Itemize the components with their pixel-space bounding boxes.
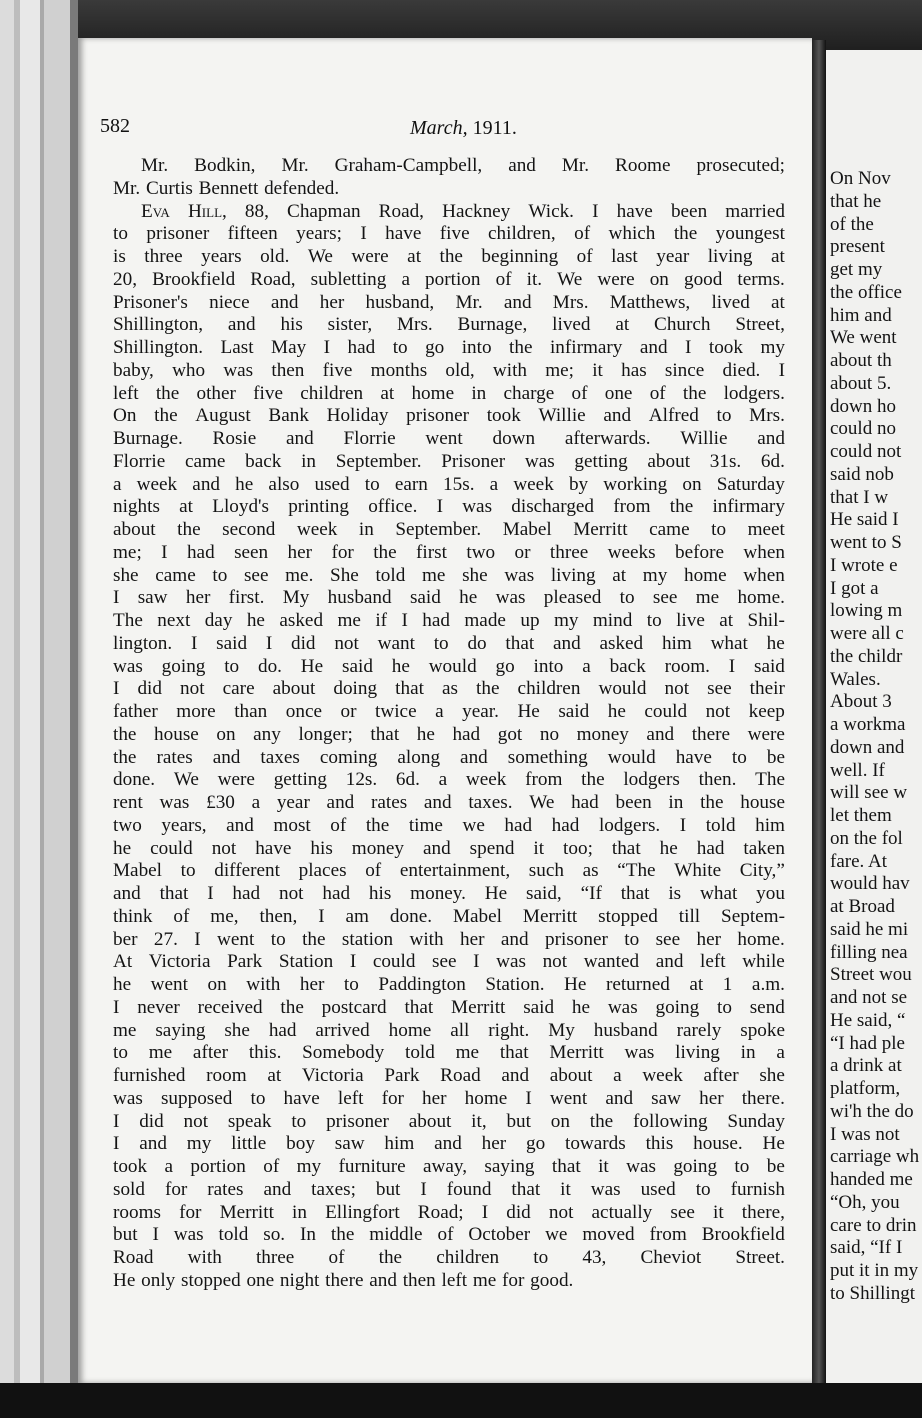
text-line: to me after this. Somebody told me that Merritt was living in a: [113, 1042, 785, 1064]
text-line: he went on with her to Paddington Station. He returned at 1 a.m.: [113, 974, 785, 995]
text-line: done. We were getting 12s. 6d. a week from the lodgers then. The: [113, 769, 785, 791]
text-line: he could not have his money and spend it too; that he had taken: [113, 837, 785, 859]
right-page-line: He said I: [830, 509, 899, 531]
text-line: Shillington, and his sister, Mrs. Burnage, lived at Church Street,: [113, 314, 785, 336]
text-line: Mr. Bodkin, Mr. Graham-Campbell, and Mr. Roome prosecuted;: [141, 155, 785, 176]
right-page-line: handed me: [830, 1169, 913, 1190]
right-page-line: “Oh, you: [830, 1191, 900, 1213]
right-page-line: I was not: [830, 1123, 900, 1145]
right-page-line: would hav: [830, 873, 910, 895]
text-line: but I was told so. In the middle of October we moved from Brookfield: [113, 1224, 785, 1246]
text-line: 20, Brookfield Road, subletting a portion of it. We were on good terms.: [113, 268, 785, 290]
text-line: to prisoner fifteen years; I have five children, of which the youngest: [113, 223, 785, 245]
running-head: [410, 117, 517, 140]
right-page-line: On Nov: [830, 168, 891, 189]
text-line: a week and he also used to earn 15s. a week by working on Saturday: [113, 473, 785, 495]
text-line: The next day he asked me if I had made up my mind to live at Shil-: [113, 610, 785, 631]
right-page-line: were all c: [830, 623, 904, 644]
right-page-line: him and: [830, 304, 892, 326]
text-line: think of me, then, I am done. Mabel Merritt stopped till Septem-: [113, 905, 785, 927]
right-page: [826, 50, 922, 1390]
text-line: He only stopped one night there and then left me for good.: [113, 1269, 574, 1291]
running-head-month: March,: [410, 117, 468, 139]
text-line: I saw her first. My husband said he was pleased to see me home.: [113, 587, 785, 609]
right-page-line: said he mi: [830, 918, 909, 940]
right-page-line: went to S: [830, 532, 902, 553]
right-page-line: put it in my: [830, 1260, 919, 1281]
right-page-line: that I w: [830, 486, 889, 508]
text-line: lington. I said I did not want to do that and asked him what he: [113, 632, 785, 654]
text-line: the house on any longer; that he had got no money and there were: [113, 723, 785, 745]
right-page-line: the office: [830, 281, 902, 303]
scan-background-bottom: [0, 1383, 922, 1418]
text-line: about the second week in September. Mabel Merritt came to meet: [113, 519, 785, 540]
right-page-line: could not: [830, 441, 902, 462]
page-header: [100, 115, 790, 145]
body-text: [113, 155, 785, 1293]
right-page-line: said nob: [830, 463, 894, 485]
text-line: Mabel to different places of entertainment, such as “The White City,”: [113, 860, 785, 882]
text-line: I did not care about doing that as the children would not see their: [113, 678, 785, 700]
text-line: Florrie came back in September. Prisoner was getting about 31s. 6d.: [113, 450, 785, 472]
right-page-line: to Shillingt: [830, 1282, 915, 1304]
right-page-line: I wrote e: [830, 554, 898, 576]
text-line: sold for rates and taxes; but I found that it was used to furnish: [113, 1178, 785, 1200]
text-line: was going to do. He said he would go into a back room. I said: [113, 655, 785, 677]
right-page-line: the childr: [830, 645, 903, 667]
right-page-line: About 3: [830, 691, 892, 713]
text-line: left the other five children at home in charge of one of the lodgers.: [113, 382, 785, 404]
text-line: On the August Bank Holiday prisoner took Willie and Alfred to Mrs.: [113, 405, 785, 427]
right-page-line: a workma: [830, 714, 906, 735]
right-page-line: carriage wh: [830, 1146, 920, 1168]
text-line: took a portion of my furniture away, saying that it was going to be: [113, 1156, 785, 1177]
right-page-line: lowing m: [830, 600, 903, 622]
text-line: rooms for Merritt in Ellingfort Road; I did not actually see it there,: [113, 1201, 785, 1223]
right-page-line: present: [830, 236, 885, 258]
text-line: baby, who was then five months old, with me; it has since died. I: [113, 359, 785, 381]
right-page-line: “I had ple: [830, 1032, 905, 1054]
text-line: me saying she had arrived home all right. My husband rarely spoke: [113, 1019, 785, 1041]
text-line: Burnage. Rosie and Florrie went down afterwards. Willie and: [113, 428, 785, 449]
right-page-line: said, “If I: [830, 1237, 903, 1259]
text-line: Road with three of the children to 43, Cheviot Street.: [113, 1247, 785, 1268]
right-page-line: will see w: [830, 782, 908, 804]
right-page-line: a drink at: [830, 1055, 902, 1077]
text-line: the rates and taxes coming along and something would have to be: [113, 746, 785, 768]
right-page-line: and not se: [830, 987, 908, 1008]
right-page-line: platform,: [830, 1078, 901, 1099]
right-page-line: care to drin: [830, 1214, 917, 1236]
text-line: two years, and most of the time we had had lodgers. I told him: [113, 814, 785, 836]
right-page-line: about th: [830, 350, 892, 371]
right-page-line: Street wou: [830, 964, 912, 986]
right-page-line: Wales.: [830, 668, 881, 690]
right-page-line: fare. At: [830, 850, 887, 872]
text-line: Shillington. Last May I had to go into the infirmary and I took my: [113, 337, 785, 358]
text-line: nights at Lloyd's printing office. I was discharged from the infirmary: [113, 496, 785, 518]
text-line: rent was £30 a year and rates and taxes. We had been in the house: [113, 792, 785, 813]
right-page-line: let them: [830, 805, 892, 826]
text-line: I did not speak to prisoner about it, but on the following Sunday: [113, 1110, 785, 1132]
text-line: was supposed to have left for her home I went and saw her there.: [113, 1087, 785, 1109]
text-line: and that I had not had his money. He said, “If that is what you: [113, 883, 785, 904]
right-page-line: get my: [830, 259, 883, 280]
right-page-line: of the: [830, 213, 874, 235]
text-line: Mr. Curtis Bennett defended.: [113, 177, 340, 199]
text-line: me; I had seen her for the first two or three weeks before when: [113, 541, 785, 563]
text-line: she came to see me. She told me she was living at my home when: [113, 564, 785, 586]
text-line: Eva Hill, 88, Chapman Road, Hackney Wick. I have been married: [141, 200, 785, 222]
right-page-line: We went: [830, 327, 897, 349]
right-page-line: wi'h the do: [830, 1100, 914, 1122]
right-page-line: down and: [830, 736, 905, 758]
page-number: 582: [100, 115, 130, 137]
text-line: ber 27. I went to the station with her and prisoner to see her home.: [113, 928, 785, 950]
right-page-line: about 5.: [830, 372, 892, 394]
book-gutter: [812, 40, 826, 1385]
text-line: I and my little boy saw him and her go towards this house. He: [113, 1133, 785, 1155]
text-line: is three years old. We were at the beginning of last year living at: [113, 246, 785, 267]
page-stack-edge: [0, 0, 78, 1418]
right-page-line: at Broad: [830, 896, 895, 917]
right-page-line: that he: [830, 190, 882, 212]
right-page-line: well. If: [830, 759, 885, 781]
right-page-line: He said, “: [830, 1009, 906, 1031]
right-page-line: down ho: [830, 395, 896, 417]
text-line: At Victoria Park Station I could see I was not wanted and left while: [113, 951, 785, 973]
right-page-line: could no: [830, 418, 896, 440]
text-line: Prisoner's niece and her husband, Mr. and Mrs. Matthews, lived at: [113, 291, 785, 313]
text-line: I never received the postcard that Merritt said he was going to send: [113, 996, 785, 1018]
right-page-text: [830, 168, 922, 1306]
text-line: father more than once or twice a year. He said he could not keep: [113, 701, 785, 722]
text-line: furnished room at Victoria Park Road and about a week after she: [113, 1065, 785, 1086]
right-page-line: on the fol: [830, 827, 903, 849]
running-head-year: 1911.: [472, 117, 517, 139]
right-page-line: filling nea: [830, 941, 908, 963]
right-page-line: I got a: [830, 577, 879, 599]
